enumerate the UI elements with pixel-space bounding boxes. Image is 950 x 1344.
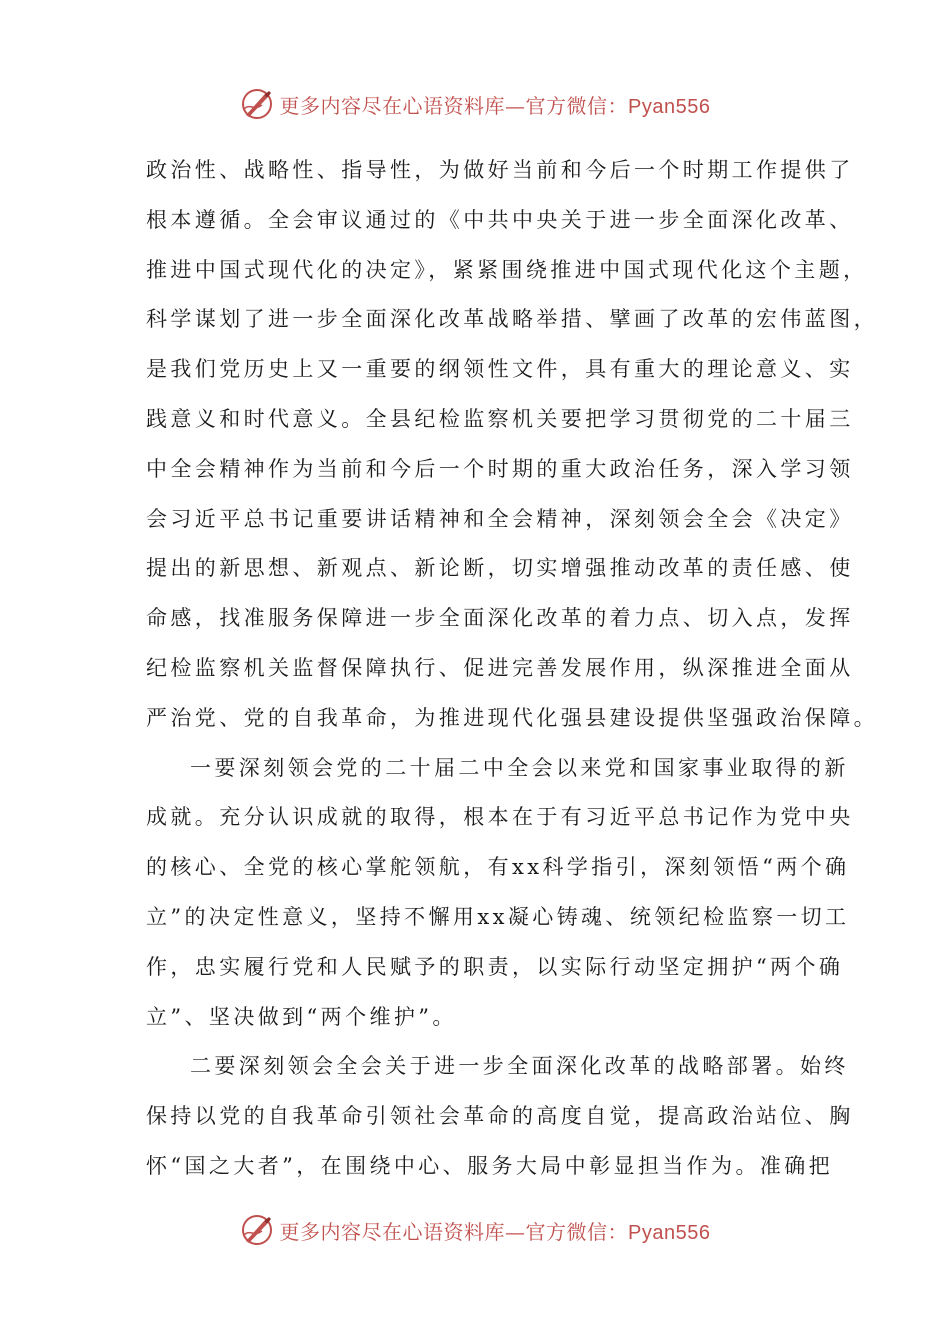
footer-banner-text: 更多内容尽在心语资料库—官方微信：Pyan556 [279,1219,711,1244]
text-line: 一要深刻领会党的二十届二中全会以来党和国家事业取得的新 [190,755,849,780]
text-line: 怀“国之大者”，在围绕中心、服务大局中彰显担当作为。准确把 [146,1153,834,1178]
text-line: 根本遵循。全会审议通过的《中共中央关于进一步全面深化改革、 [146,207,854,232]
pen-logo-icon [240,1213,274,1247]
text-line: 科学谋划了进一步全面深化改革战略举措、擘画了改革的宏伟蓝图， [146,307,878,332]
text-line: 纪检监察机关监督保障执行、促进完善发展作用，纵深推进全面从 [146,655,854,680]
text-line: 二要深刻领会全会关于进一步全面深化改革的战略部署。始终 [190,1054,849,1079]
text-line: 推进中国式现代化的决定》，紧紧围绕推进中国式现代化这个主题， [146,257,868,282]
text-line: 的核心、全党的核心掌舵领航，有xx科学指引，深刻领悟“两个确 [146,855,850,880]
text-line: 是我们党历史上又一重要的纲领性文件，具有重大的理论意义、实 [146,357,854,382]
text-line: 命感，找准服务保障进一步全面深化改革的着力点、切入点，发挥 [146,606,854,631]
text-line: 立”的决定性意义，坚持不懈用xx凝心铸魂、统领纪检监察一切工 [146,904,850,929]
text-line: 严治党、党的自我革命，为推进现代化强县建设提供坚强政治保障。 [146,705,878,730]
footer-wechat-id: Pyan556 [628,1221,711,1244]
pen-logo-icon [240,87,274,121]
text-line: 中全会精神作为当前和今后一个时期的重大政治任务，深入学习领 [146,456,854,481]
header-banner-text: 更多内容尽在心语资料库—官方微信：Pyan556 [279,93,711,118]
text-line: 成就。充分认识成就的取得，根本在于有习近平总书记作为党中央 [146,805,854,830]
footer-banner [0,1210,950,1250]
text-line: 会习近平总书记重要讲话精神和全会精神，深刻领会全会《决定》 [146,506,854,531]
text-line: 保持以党的自我革命引领社会革命的高度自觉，提高政治站位、胸 [146,1104,854,1129]
text-line: 提出的新思想、新观点、新论断，切实增强推动改革的责任感、使 [146,556,854,581]
text-line: 作，忠实履行党和人民赋予的职责，以实际行动坚定拥护“两个确 [146,954,844,979]
text-line: 践意义和时代意义。全县纪检监察机关要把学习贯彻党的二十届三 [146,406,854,431]
header-wechat-id: Pyan556 [628,95,711,118]
header-banner [0,84,950,124]
text-line: 政治性、战略性、指导性，为做好当前和今后一个时期工作提供了 [146,158,854,182]
text-line: 立”、坚决做到“两个维护”。 [146,1004,457,1029]
document-body [146,146,878,1192]
